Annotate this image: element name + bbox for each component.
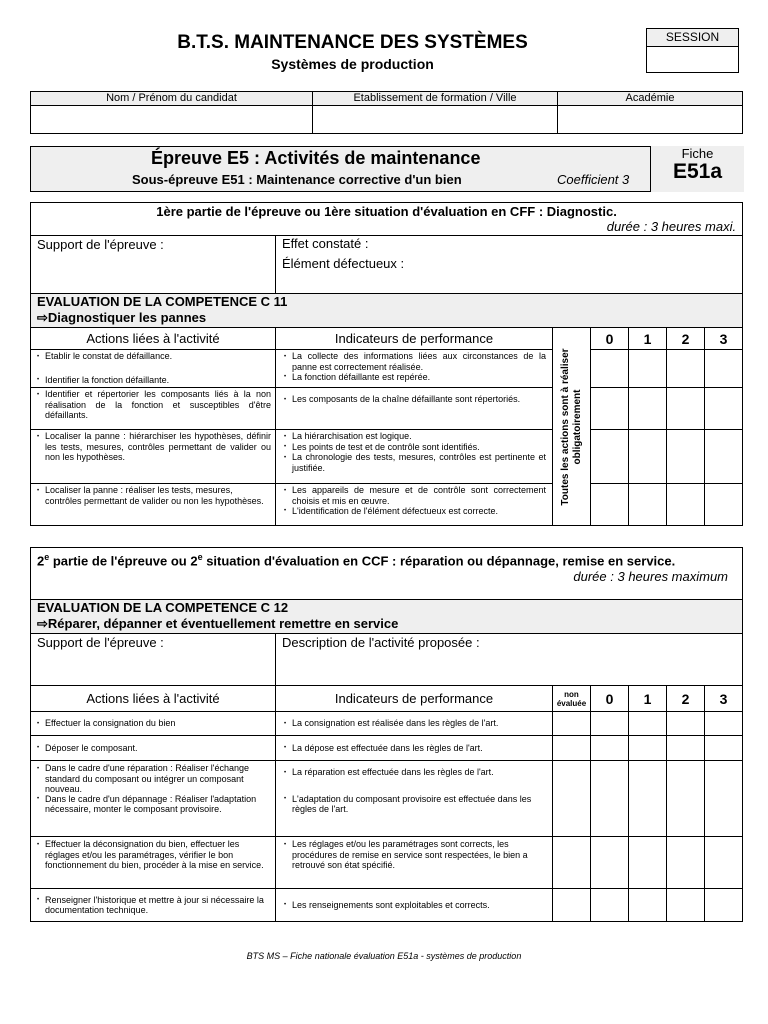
p2-r5-indicators [276,889,553,922]
p1-vertical-note-cell [553,328,591,526]
score-cell[interactable] [553,889,591,922]
score-cell[interactable] [667,350,705,388]
list-item: • Dans le cadre d'un dépannage : Réaliser l'adaptation nécessaire, monter le composant provisoire. [35,794,271,815]
p2-score-3: 3 [705,686,743,712]
score-cell[interactable] [705,484,743,526]
part1-duration: durée : 3 heures maxi. [606,219,737,234]
p1-r2-actions [31,388,276,430]
competence-c12: EVALUATION DE LA COMPETENCE C 12 [37,600,289,615]
epreuve-subtitle: Sous-épreuve E51 : Maintenance corrective d'un bien [132,172,462,187]
table-row [31,430,743,484]
list-item: • Les réglages et/ou les paramétrages sont corrects, les procédures de remise en service sont respectées, le bien a retrouvé son état spécifié. [282,839,546,870]
list-item: • L'identification de l'élément défectueux est correcte. [282,506,546,517]
list-item: • Renseigner l'historique et mettre à jour si nécessaire la documentation technique. [35,895,271,916]
p2-col-actions: Actions liées à l'activité [31,686,276,712]
score-cell[interactable] [553,837,591,889]
part1-table [30,202,743,526]
part2-table [30,547,743,922]
session-box [646,28,739,73]
list-item: • Déposer le composant. [35,743,271,754]
score-cell[interactable] [667,736,705,761]
score-cell[interactable] [667,484,705,526]
list-item: • Dans le cadre d'une réparation : Réaliser l'échange standard du composant ou intégrer un composant nouveau. [35,763,271,794]
p1-r3-actions [31,430,276,484]
part2-description-label: Description de l'activité proposée : [282,635,480,650]
competence-c11-sub: Diagnostiquer les pannes [47,310,207,325]
p1-r2-indicators [276,388,553,430]
part2-description-cell[interactable] [276,634,743,686]
score-cell[interactable] [591,712,629,736]
competence-c12-sub: Réparer, dépanner et éventuellement remettre en service [47,616,399,631]
score-cell[interactable] [667,761,705,837]
p2-col-non-evaluee: non évaluée [553,686,591,712]
col-school-header: Etablissement de formation / Ville [313,92,558,106]
score-cell[interactable] [591,430,629,484]
list-item: • La collecte des informations liées aux circonstances de la panne est correctement réalisée. [282,351,546,372]
table-row [31,761,743,837]
element-label: Élément défectueux : [282,256,405,271]
score-cell[interactable] [591,388,629,430]
part2-competence [31,600,743,634]
p2-score-1: 1 [629,686,667,712]
effet-label: Effet constaté : [282,236,369,251]
school-field[interactable] [313,106,558,134]
p1-col-indicators: Indicateurs de performance [276,328,553,350]
list-item: • La dépose est effectuée dans les règles de l'art. [282,743,546,754]
p1-col-actions: Actions liées à l'activité [31,328,276,350]
list-item: • Les points de test et de contrôle sont identifiés. [282,442,546,453]
table-row [31,889,743,922]
score-cell[interactable] [553,736,591,761]
table-row [31,484,743,526]
score-cell[interactable] [591,736,629,761]
p1-score-2: 2 [667,328,705,350]
list-item: • La réparation est effectuée dans les règles de l'art. [282,767,546,778]
p2-r3-actions [31,761,276,837]
list-item: • Les appareils de mesure et de contrôle sont correctement choisis et mis en œuvre. [282,485,546,506]
p1-r1-indicators [276,350,553,388]
list-item: • Les composants de la chaîne défaillante sont répertoriés. [282,394,546,405]
col-name-header: Nom / Prénom du candidat [31,92,313,106]
score-cell[interactable] [591,837,629,889]
page-title: B.T.S. MAINTENANCE DES SYSTÈMES [177,32,528,53]
p2-r4-indicators [276,837,553,889]
score-cell[interactable] [629,388,667,430]
score-cell[interactable] [591,889,629,922]
score-cell[interactable] [629,430,667,484]
part2-title-a: 2 [37,553,45,569]
p2-col-indicators: Indicateurs de performance [276,686,553,712]
p2-score-0: 0 [591,686,629,712]
p1-score-1: 1 [629,328,667,350]
p2-r5-actions [31,889,276,922]
p1-r3-indicators [276,430,553,484]
list-item: • Localiser la panne : hiérarchiser les hypothèses, définir les tests, mesures, contrôles permettant de valider ou non les hypothèses. [35,431,271,462]
arrow-right-icon: ⇨ [37,310,48,325]
part2-support-cell[interactable] [31,634,276,686]
p1-vertical-note: Toutes les actions sont à réaliser obligatoirement [559,347,583,506]
table-row [31,736,743,761]
part1-header [31,203,743,236]
part2-title [37,549,736,569]
score-cell[interactable] [667,430,705,484]
score-cell[interactable] [667,837,705,889]
part2-title-sup2: e [197,552,203,562]
score-cell[interactable] [629,736,667,761]
epreuve-banner [30,146,742,192]
candidate-name-field[interactable] [31,106,313,134]
score-cell[interactable] [629,484,667,526]
p2-r2-actions [31,736,276,761]
p2-r4-actions [31,837,276,889]
p1-score-3: 3 [705,328,743,350]
part2-title-c: situation d'évaluation en CCF : réparation ou dépannage, remise en service. [202,553,676,569]
competence-c12-sub-row [37,616,736,632]
col-academy-header: Académie [558,92,743,106]
p2-r1-indicators [276,712,553,736]
fiche-box [650,146,744,192]
p2-r1-actions [31,712,276,736]
part1-title: 1ère partie de l'épreuve ou 1ère situation d'évaluation en CFF : Diagnostic. [156,204,617,219]
score-cell[interactable] [667,889,705,922]
p2-r2-indicators [276,736,553,761]
score-cell[interactable] [629,837,667,889]
part1-support-label: Support de l'épreuve : [37,237,164,252]
table-row [31,712,743,736]
coefficient: Coefficient 3 [557,172,630,187]
score-cell[interactable] [705,837,743,889]
score-cell[interactable] [553,712,591,736]
part2-support-label: Support de l'épreuve : [37,635,164,650]
part2-header [31,548,743,600]
part1-effect-cell[interactable] [276,236,743,294]
list-item: • Identifier et répertorier les composants liés à la non réalisation de la fonction et susceptibles d'être défaillants. [35,389,271,420]
part2-duration: durée : 3 heures maximum [573,569,729,585]
score-cell[interactable] [591,484,629,526]
page-subtitle: Systèmes de production [271,56,434,72]
list-item: • La consignation est réalisée dans les règles de l'art. [282,718,546,729]
list-item: • La fonction défaillante est repérée. [282,372,546,383]
p2-r3-indicators [276,761,553,837]
score-cell[interactable] [591,761,629,837]
score-cell[interactable] [705,388,743,430]
list-item: • Les renseignements sont exploitables et corrects. [282,900,546,911]
list-item: • Identifier la fonction défaillante. [35,375,271,386]
list-item: • La chronologie des tests, mesures, contrôles est pertinente et justifiée. [282,452,546,473]
list-item: • Localiser la panne : réaliser les tests, mesures, contrôles permettant de valider ou non les hypothèses. [35,485,271,506]
list-item: • Etablir le constat de défaillance. [35,351,271,362]
list-item: • Effectuer la consignation du bien [35,718,271,729]
part2-title-b: partie de l'épreuve ou 2 [49,553,198,569]
score-cell[interactable] [705,761,743,837]
score-cell[interactable] [705,889,743,922]
fiche-label: Fiche [681,146,714,161]
session-label: SESSION [647,29,738,47]
table-row [31,388,743,430]
score-cell[interactable] [629,761,667,837]
score-cell[interactable] [667,388,705,430]
part1-support-cell[interactable] [31,236,276,294]
list-item: • L'adaptation du composant provisoire est effectuée dans les règles de l'art. [282,794,546,815]
p1-r4-indicators [276,484,553,526]
arrow-right-icon: ⇨ [37,616,48,631]
part2-title-sup1: e [44,552,50,562]
competence-c11-sub-row [37,310,736,326]
score-cell[interactable] [629,712,667,736]
table-row [31,837,743,889]
score-cell[interactable] [553,761,591,837]
table-row [31,350,743,388]
p2-score-2: 2 [667,686,705,712]
score-cell[interactable] [629,350,667,388]
score-cell[interactable] [591,350,629,388]
page-footer: BTS MS – Fiche nationale évaluation E51a - systèmes de production [246,951,522,961]
candidate-table [30,91,743,134]
competence-c11: EVALUATION DE LA COMPETENCE C 11 [37,294,288,309]
score-cell[interactable] [705,350,743,388]
academy-field[interactable] [558,106,743,134]
score-cell[interactable] [667,712,705,736]
score-cell[interactable] [705,712,743,736]
list-item: • La hiérarchisation est logique. [282,431,546,442]
score-cell[interactable] [629,889,667,922]
fiche-code: E51a [672,160,723,183]
p1-score-0: 0 [591,328,629,350]
part1-competence [31,294,743,328]
p1-r1-actions [31,350,276,388]
score-cell[interactable] [705,430,743,484]
list-item: • Effectuer la déconsignation du bien, effectuer les réglages et/ou les paramétrages, vérifier le bon fonctionnement du bien, procéder à la mise en service. [35,839,271,870]
score-cell[interactable] [705,736,743,761]
p1-r4-actions [31,484,276,526]
epreuve-title: Épreuve E5 : Activités de maintenance [151,148,481,168]
